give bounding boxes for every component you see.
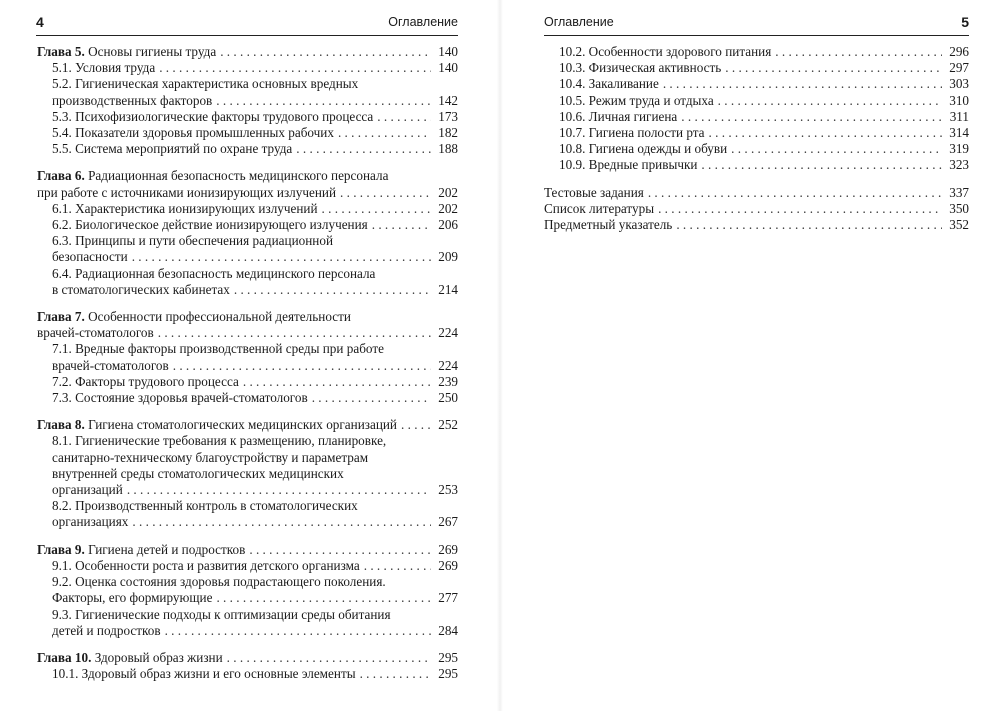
dot-leader — [360, 666, 431, 682]
toc-entry-line[interactable] — [37, 185, 458, 201]
toc-entry-title: 10.7. Гигиена полости рта — [559, 125, 705, 141]
toc-entry-title: 5.4. Показатели здоровья промышленных рабочих — [52, 125, 334, 141]
toc-entry-line[interactable] — [544, 44, 969, 60]
book-gutter — [497, 0, 503, 711]
toc-entry-line[interactable] — [37, 217, 458, 233]
header-rule — [544, 35, 969, 36]
toc-entry-line — [37, 266, 458, 282]
toc-page-number: 252 — [438, 417, 458, 433]
toc-entry-title: 6.1. Характеристика ионизирующих излучений — [52, 200, 318, 216]
toc-entry-line[interactable] — [37, 482, 458, 498]
toc-page-number: 269 — [438, 557, 458, 573]
chapter-label: Глава 7. — [37, 309, 85, 325]
toc-entry-line[interactable] — [37, 590, 458, 606]
toc-entry-line[interactable] — [37, 650, 458, 666]
left-toc — [37, 44, 458, 693]
toc-entry-line[interactable] — [37, 514, 458, 530]
toc-page-number: 267 — [438, 514, 458, 530]
dot-leader — [709, 125, 942, 141]
running-head-title: Оглавление — [544, 15, 614, 29]
toc-entry-line[interactable] — [37, 623, 458, 639]
toc-entry-title: 8.2. Производственный контроль в стоматологических — [52, 498, 358, 514]
dot-leader — [377, 109, 431, 125]
toc-page-number: 209 — [438, 249, 458, 265]
toc-entry-title: 10.4. Закаливание — [559, 76, 659, 92]
toc-entry-line[interactable] — [37, 374, 458, 390]
toc-entry-title: Гигиена детей и подростков — [88, 541, 246, 557]
toc-page-number: 250 — [438, 390, 458, 406]
toc-entry-line[interactable] — [37, 249, 458, 265]
toc-entry-title: Радиационная безопасность медицинского персонала — [88, 168, 389, 184]
dot-leader — [701, 157, 942, 173]
toc-page-number: 269 — [438, 541, 458, 557]
dot-leader — [227, 650, 431, 666]
right-running-header — [544, 14, 969, 34]
dot-leader — [216, 93, 431, 109]
back-matter — [544, 185, 969, 234]
toc-page-number: 314 — [949, 125, 969, 141]
toc-entry-line — [37, 233, 458, 249]
right-toc — [544, 44, 969, 233]
toc-page-number: 140 — [438, 44, 458, 59]
toc-page-number: 303 — [949, 76, 969, 92]
toc-page-number: 295 — [438, 649, 458, 665]
toc-page-number: 253 — [438, 482, 458, 498]
toc-entry-title: 10.9. Вредные привычки — [559, 157, 698, 173]
toc-entry-title: 5.2. Гигиеническая характеристика основных вредных — [52, 76, 359, 92]
dot-leader — [401, 417, 431, 433]
dot-leader — [158, 325, 431, 341]
toc-page-number: 140 — [438, 60, 458, 76]
toc-page-number: 182 — [438, 125, 458, 141]
toc-entry-line[interactable] — [544, 76, 969, 92]
dot-leader — [681, 109, 942, 125]
dot-leader — [165, 623, 431, 639]
toc-entry-line — [37, 466, 458, 482]
toc-entry-title: внутренней среды стоматологических медицинских — [52, 465, 344, 481]
toc-entry-title: 9.2. Оценка состояния здоровья подрастающего поколения. — [52, 574, 386, 590]
dot-leader — [340, 185, 431, 201]
toc-page-number: 214 — [438, 281, 458, 297]
toc-entry-line[interactable] — [544, 201, 969, 217]
chapter-label: Глава 5. — [37, 44, 85, 59]
toc-entry-line[interactable] — [37, 93, 458, 109]
toc-entry-title: организаций — [52, 482, 123, 498]
dot-leader — [676, 217, 942, 233]
toc-page-number: 310 — [949, 92, 969, 108]
toc-entry-title: организациях — [52, 514, 129, 530]
dot-leader — [372, 217, 431, 233]
right-page — [510, 0, 1000, 711]
toc-entry-title: 10.3. Физическая активность — [559, 60, 722, 76]
toc-entry-title: 10.8. Гигиена одежды и обуви — [559, 141, 728, 157]
toc-entry-title: производственных факторов — [52, 92, 213, 108]
toc-entry-title: в стоматологических кабинетах — [52, 281, 230, 297]
page-number: 5 — [961, 14, 969, 30]
toc-entry-line[interactable] — [37, 60, 458, 76]
dot-leader — [364, 558, 431, 574]
toc-entry-title: 6.3. Принципы и пути обеспечения радиационной — [52, 233, 334, 249]
toc-entry-title: 10.6. Личная гигиена — [559, 108, 678, 124]
dot-leader — [249, 542, 431, 558]
toc-entry-title: Здоровый образ жизни — [94, 649, 223, 665]
toc-entry-title: Гигиена стоматологических медицинских организаций — [88, 417, 397, 433]
toc-entry-line[interactable] — [544, 185, 969, 201]
chapter-label: Глава 8. — [37, 417, 85, 433]
dot-leader — [132, 514, 431, 530]
dot-leader — [127, 482, 431, 498]
dot-leader — [243, 374, 431, 390]
toc-entry-line[interactable] — [544, 125, 969, 141]
toc-page-number: 337 — [949, 184, 969, 200]
chapter-block — [37, 309, 458, 406]
toc-entry-title: 7.3. Состояние здоровья врачей-стоматологов — [52, 390, 308, 406]
dot-leader — [663, 76, 942, 92]
toc-entry-line — [37, 607, 458, 623]
toc-page-number: 295 — [438, 666, 458, 682]
toc-page-number: 319 — [949, 141, 969, 157]
toc-entry-line — [37, 498, 458, 514]
chapter-block — [37, 44, 458, 157]
chapter-label: Глава 10. — [37, 649, 92, 665]
toc-page-number: 277 — [438, 590, 458, 606]
toc-page-number: 239 — [438, 373, 458, 389]
toc-entry-line[interactable] — [37, 558, 458, 574]
toc-page-number: 352 — [949, 217, 969, 233]
toc-entry-line[interactable] — [544, 217, 969, 233]
toc-page-number: 202 — [438, 184, 458, 200]
toc-page-number: 323 — [949, 157, 969, 173]
toc-entry-title: Предметный указатель — [544, 217, 673, 233]
toc-entry-line[interactable] — [37, 141, 458, 157]
chapter-block — [37, 417, 458, 530]
header-rule — [36, 35, 458, 36]
toc-entry-line[interactable] — [544, 109, 969, 125]
toc-page-number: 224 — [438, 325, 458, 341]
dot-leader — [718, 93, 942, 109]
toc-entry-title: Особенности профессиональной деятельности — [88, 309, 351, 325]
toc-page-number: 311 — [949, 108, 969, 124]
toc-entry-title: врачей-стоматологов — [52, 357, 169, 373]
toc-entry-title: безопасности — [52, 249, 128, 265]
chapter-block — [37, 542, 458, 639]
toc-entry-title: 9.3. Гигиенические подходы к оптимизации среды обитания — [52, 606, 391, 622]
toc-entry-line[interactable] — [37, 125, 458, 141]
dot-leader — [220, 44, 431, 60]
chapter-label: Глава 9. — [37, 541, 85, 557]
toc-entry-line[interactable] — [37, 542, 458, 558]
dot-leader — [775, 44, 942, 60]
toc-entry-title: 7.2. Факторы трудового процесса — [52, 373, 239, 389]
toc-entry-line[interactable] — [37, 201, 458, 217]
dot-leader — [132, 249, 431, 265]
toc-entry-title: 5.1. Условия труда — [52, 60, 156, 76]
left-page — [0, 0, 490, 711]
toc-page-number: 202 — [438, 200, 458, 216]
dot-leader — [658, 201, 942, 217]
toc-entry-title: врачей-стоматологов — [37, 325, 154, 341]
toc-entry-line[interactable] — [37, 666, 458, 682]
toc-entry-title: 8.1. Гигиенические требования к размещению, планировке, — [52, 433, 387, 449]
chapter-block — [37, 168, 458, 298]
toc-entry-title: при работе с источниками ионизирующих излучений — [37, 184, 337, 200]
chapter-label: Глава 6. — [37, 168, 85, 184]
toc-entry-line — [37, 76, 458, 92]
toc-entry-title: детей и подростков — [52, 622, 161, 638]
toc-entry-title: 6.2. Биологическое действие ионизирующего излучения — [52, 217, 368, 233]
toc-entry-line — [37, 168, 458, 184]
dot-leader — [648, 185, 942, 201]
toc-entry-line[interactable] — [37, 44, 458, 60]
toc-page-number: 350 — [949, 200, 969, 216]
toc-page-number: 296 — [949, 44, 969, 59]
chapter-continuation — [544, 44, 969, 174]
page-number: 4 — [36, 14, 44, 30]
toc-entry-title: 10.2. Особенности здорового питания — [559, 44, 772, 59]
toc-entry-line — [37, 433, 458, 449]
toc-entry-line[interactable] — [544, 93, 969, 109]
toc-entry-line[interactable] — [37, 358, 458, 374]
toc-entry-line[interactable] — [37, 417, 458, 433]
toc-entry-line — [37, 341, 458, 357]
dot-leader — [322, 201, 431, 217]
toc-page-number: 284 — [438, 622, 458, 638]
toc-entry-title: 5.3. Психофизиологические факторы трудового процесса — [52, 108, 374, 124]
dot-leader — [216, 590, 431, 606]
toc-entry-title: 7.1. Вредные факторы производственной среды при работе — [52, 341, 384, 357]
toc-entry-line[interactable] — [544, 141, 969, 157]
toc-entry-title: санитарно-техническому благоустройству и параметрам — [52, 449, 369, 465]
dot-leader — [234, 282, 431, 298]
toc-page-number: 224 — [438, 357, 458, 373]
dot-leader — [312, 390, 431, 406]
toc-entry-title: 9.1. Особенности роста и развития детского организма — [52, 557, 360, 573]
toc-entry-title: Тестовые задания — [544, 184, 644, 200]
toc-page-number: 142 — [438, 92, 458, 108]
toc-page-number: 206 — [438, 217, 458, 233]
toc-entry-title: Список литературы — [544, 200, 655, 216]
chapter-block — [37, 650, 458, 682]
toc-entry-line[interactable] — [544, 60, 969, 76]
toc-page-number: 173 — [438, 108, 458, 124]
toc-entry-title: 10.5. Режим труда и отдыха — [559, 92, 714, 108]
toc-entry-title: 6.4. Радиационная безопасность медицинского персонала — [52, 265, 376, 281]
toc-entry-title: Факторы, его формирующие — [52, 590, 213, 606]
running-head-title: Оглавление — [388, 15, 458, 29]
toc-entry-title: Основы гигиены труда — [88, 44, 217, 59]
toc-entry-line[interactable] — [37, 109, 458, 125]
toc-entry-line[interactable] — [37, 282, 458, 298]
dot-leader — [159, 60, 431, 76]
dot-leader — [338, 125, 431, 141]
toc-entry-line[interactable] — [37, 325, 458, 341]
toc-entry-line[interactable] — [544, 157, 969, 173]
toc-entry-line[interactable] — [37, 390, 458, 406]
dot-leader — [296, 141, 431, 157]
left-running-header — [36, 14, 458, 34]
dot-leader — [731, 141, 942, 157]
toc-entry-title: 10.1. Здоровый образ жизни и его основные элементы — [52, 666, 356, 682]
toc-page-number: 188 — [438, 141, 458, 157]
toc-page-number: 297 — [949, 60, 969, 76]
dot-leader — [173, 358, 431, 374]
toc-entry-title: 5.5. Система мероприятий по охране труда — [52, 141, 293, 157]
dot-leader — [725, 60, 942, 76]
toc-entry-line — [37, 309, 458, 325]
toc-entry-line — [37, 450, 458, 466]
toc-entry-line — [37, 574, 458, 590]
